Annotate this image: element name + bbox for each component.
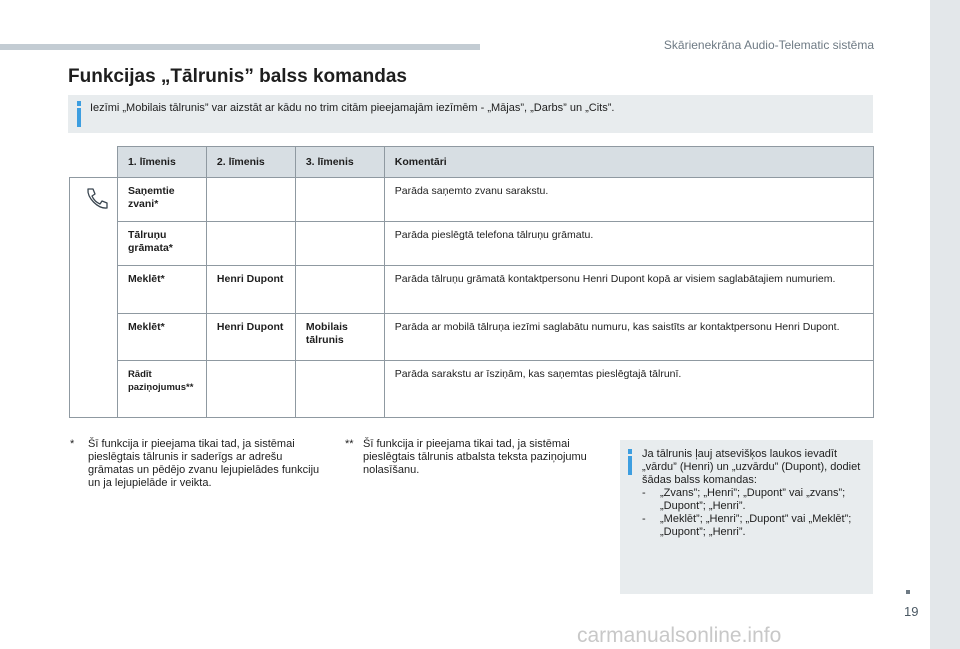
cell-level2: Henri Dupont (206, 266, 295, 314)
page-marker-dot (906, 590, 910, 594)
cell-level3 (295, 222, 384, 266)
table-header-level2: 2. līmenis (206, 147, 295, 178)
cell-level3: Mobilais tālrunis (295, 314, 384, 361)
table-row (70, 314, 874, 361)
cell-level2: Henri Dupont (206, 314, 295, 361)
cell-level2 (206, 222, 295, 266)
footnote-mark: ** (345, 438, 354, 450)
cell-comment: Parāda tālruņu grāmatā kontaktpersonu Henri Dupont kopā ar visiem saglabātajiem numuriem. (384, 266, 873, 314)
list-item (642, 487, 867, 513)
cell-comment: Parāda saņemto zvanu sarakstu. (384, 178, 873, 222)
list-item-text: „Meklēt”; „Henri”; „Dupont” vai „Meklēt”; „Dupont”; „Henri”. (660, 513, 852, 538)
cell-level3 (295, 266, 384, 314)
footnote-single-asterisk (70, 438, 328, 490)
list-dash: - (642, 487, 646, 499)
info-note-text: Iezīmi „Mobilais tālrunis” var aizstāt ar kādu no trim citām pieejamajām iezīmēm - „Mājas”, „Darbs” un „Cits”. (90, 102, 615, 114)
cell-level1: Tālruņu grāmata* (117, 222, 206, 266)
cell-level2 (206, 361, 295, 418)
cell-level1: Meklēt* (117, 266, 206, 314)
table-header-empty (70, 147, 118, 178)
header-bar (0, 44, 480, 50)
footnote-mark: * (70, 438, 75, 450)
page-edge-strip (930, 0, 960, 649)
cell-level3 (295, 361, 384, 418)
watermark: carmanualsonline.info (577, 624, 782, 647)
cell-level1: Saņemtie zvani* (117, 178, 206, 222)
table-row (70, 266, 874, 314)
list-dash: - (642, 513, 646, 525)
cell-level1: Meklēt* (117, 314, 206, 361)
cell-level3 (295, 178, 384, 222)
cell-comment: Parāda pieslēgtā telefona tālruņu grāmatu. (384, 222, 873, 266)
footnote-double-asterisk (345, 438, 595, 477)
table-row (70, 178, 874, 222)
page-title: Funkcijas „Tālrunis” balss komandas (68, 66, 407, 87)
tip-box (620, 440, 873, 594)
table-row (70, 361, 874, 418)
table-header-comments: Komentāri (384, 147, 873, 178)
table-header-level1: 1. līmenis (117, 147, 206, 178)
section-title: Skārienekrāna Audio-Telematic sistēma (663, 38, 874, 52)
phone-handset-icon (84, 186, 110, 212)
cell-comment: Parāda ar mobilā tālruņa iezīmi saglabātu numuru, kas saistīts ar kontaktpersonu Henri Dupont. (384, 314, 873, 361)
table-icon-cell (70, 178, 118, 418)
voice-command-table (69, 146, 874, 418)
table-row (70, 222, 874, 266)
page-number: 19 (904, 604, 919, 619)
cell-level1: Rādīt paziņojumus** (117, 361, 206, 418)
cell-comment: Parāda sarakstu ar īsziņām, kas saņemtas pieslēgtajā tālrunī. (384, 361, 873, 418)
table-header-row (70, 147, 874, 178)
cell-level2 (206, 178, 295, 222)
tip-content (642, 448, 867, 539)
list-item (642, 513, 867, 539)
info-icon (76, 101, 82, 127)
tip-intro: Ja tālrunis ļauj atsevišķos laukos ievadīt „vārdu” (Henri) un „uzvārdu” (Dupont), dodiet šādas balss komandas: (642, 448, 861, 486)
table-header-level3: 3. līmenis (295, 147, 384, 178)
footnote-text: Šī funkcija ir pieejama tikai tad, ja sistēmai pieslēgtais tālrunis atbalsta teksta paziņojumu nolasīšanu. (363, 438, 587, 476)
footnote-text: Šī funkcija ir pieejama tikai tad, ja sistēmai pieslēgtais tālrunis ir saderīgs ar adrešu grāmatas un pēdējo zvanu lejupielādes funkciju un ja lejupielāde ir veikta. (88, 438, 320, 489)
list-item-text: „Zvans”; „Henri”; „Dupont” vai „zvans”; „Dupont”; „Henri”. (660, 487, 846, 512)
info-note-box (68, 95, 873, 133)
